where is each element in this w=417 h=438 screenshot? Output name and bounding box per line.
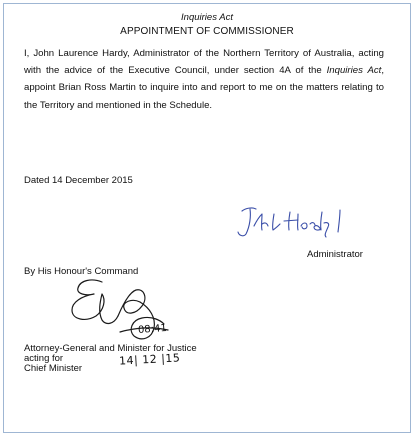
attorney-title-line3: Chief Minister bbox=[24, 362, 83, 374]
body-text-part1: I, John Laurence Hardy, Administrator of the Northern Territory of Australia, acting with the advice of the Executive Council, under section 4A of the bbox=[24, 48, 384, 77]
appointment-paragraph bbox=[24, 45, 384, 114]
attorney-general-signature bbox=[62, 272, 182, 352]
handwritten-date: 14| 12 |15 bbox=[118, 351, 181, 368]
body-text-italic: Inquiries Act bbox=[326, 65, 382, 77]
document-page bbox=[3, 3, 411, 433]
dated-line: Dated 14 December 2015 bbox=[24, 175, 133, 186]
administrator-signature bbox=[232, 202, 352, 242]
act-title: Inquiries Act bbox=[181, 12, 233, 23]
handwritten-time: 08:41 bbox=[137, 323, 168, 336]
by-command-line: By His Honour's Command bbox=[24, 266, 139, 277]
body-text-part2: , appoint Brian Ross Martin to inquire into and report to me on the matters relating to the Territory and mentioned in the Schedule. bbox=[24, 65, 384, 111]
document-heading: APPOINTMENT OF COMMISSIONER bbox=[120, 26, 294, 37]
attorney-title-line2: acting for bbox=[24, 352, 64, 364]
administrator-label: Administrator bbox=[307, 249, 363, 260]
attorney-title-line1: Attorney-General and Minister for Justice bbox=[24, 343, 197, 354]
